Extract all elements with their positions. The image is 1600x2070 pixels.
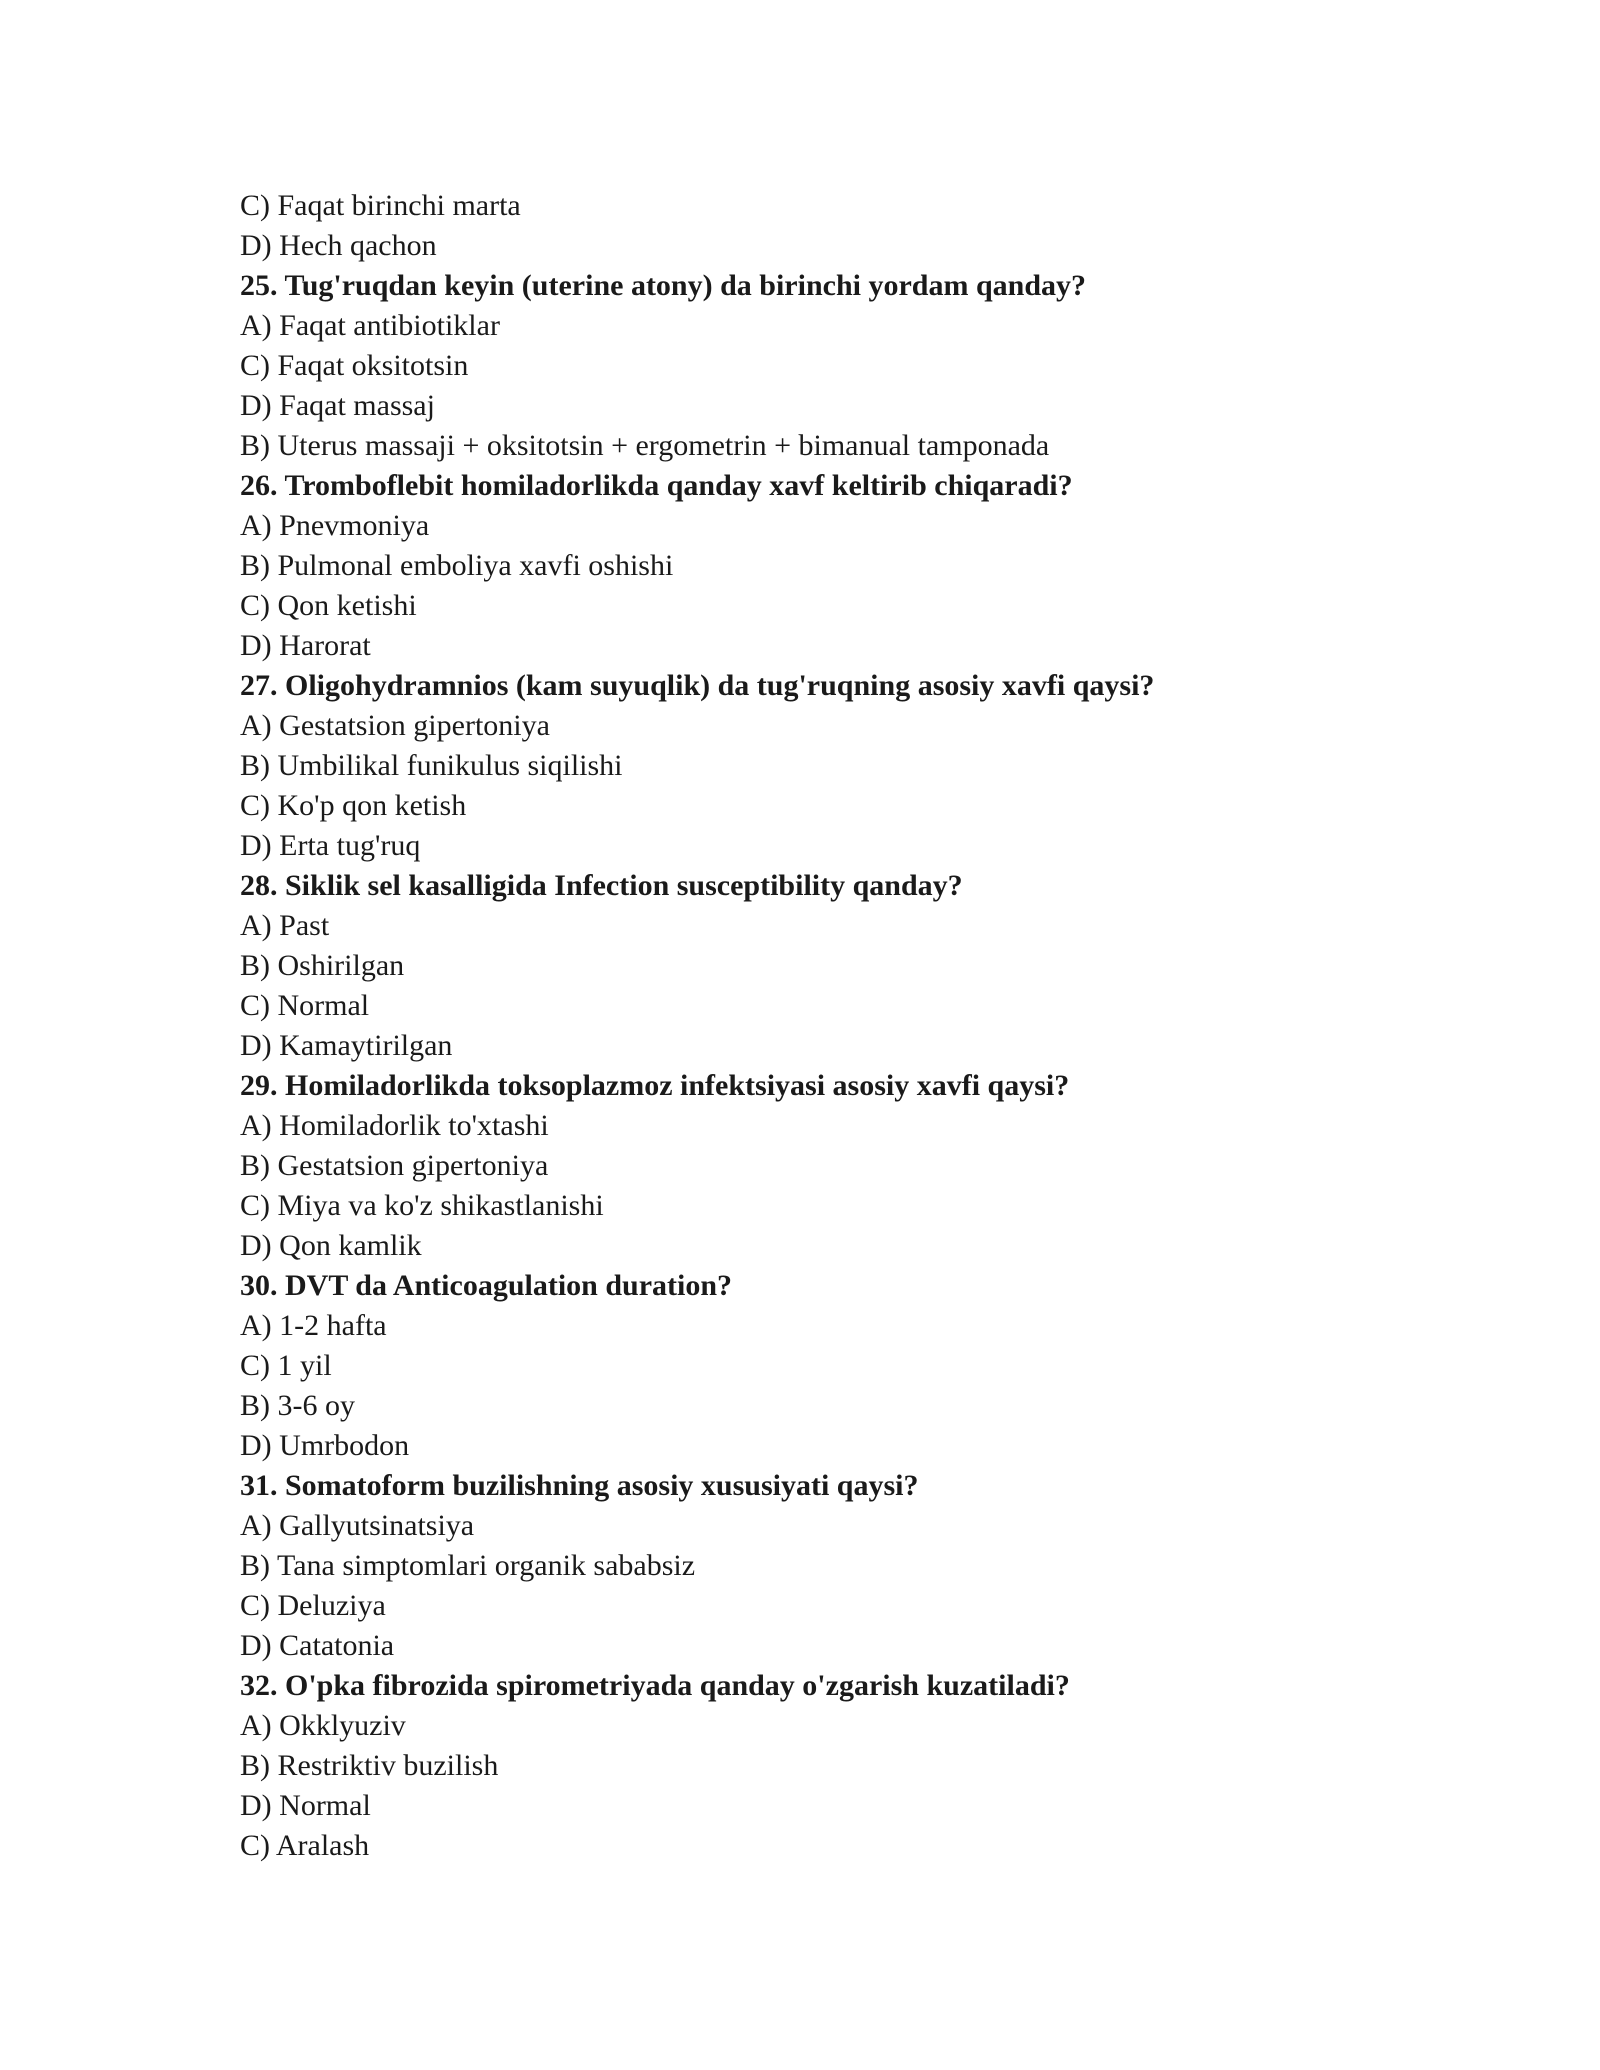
option-line: C) Deluziya: [240, 1589, 386, 1622]
question-31-text: 31. Somatoform buzilishning asosiy xususiyati qaysi?: [240, 1469, 919, 1502]
option-line: D) Umrbodon: [240, 1429, 410, 1462]
option-line: B) Umbilikal funikulus siqilishi: [240, 749, 623, 782]
option-line: D) Faqat massaj: [240, 389, 435, 422]
option-line: A) Gestatsion gipertoniya: [240, 709, 550, 742]
option-line: A) Pnevmoniya: [240, 509, 430, 542]
option-line: D) Qon kamlik: [240, 1229, 422, 1262]
question-25-text: 25. Tug'ruqdan keyin (uterine atony) da birinchi yordam qanday?: [240, 269, 1087, 302]
option-line: D) Erta tug'ruq: [240, 829, 421, 862]
option-line: B) 3-6 oy: [240, 1389, 355, 1422]
page-content: [240, 186, 1440, 1866]
question-26-text: 26. Tromboflebit homiladorlikda qanday xavf keltirib chiqaradi?: [240, 469, 1073, 502]
option-line: C) Faqat birinchi marta: [240, 189, 521, 222]
option-line: D) Kamaytirilgan: [240, 1029, 453, 1062]
option-line: A) Homiladorlik to'xtashi: [240, 1109, 549, 1142]
option-line: C) Ko'p qon ketish: [240, 789, 467, 822]
option-line: D) Catatonia: [240, 1629, 395, 1662]
option-line: B) Gestatsion gipertoniya: [240, 1149, 549, 1182]
question-32-text: 32. O'pka fibrozida spirometriyada qanday o'zgarish kuzatiladi?: [240, 1669, 1070, 1702]
option-line: A) 1-2 hafta: [240, 1309, 387, 1342]
option-line: D) Normal: [240, 1789, 371, 1822]
option-line: B) Pulmonal emboliya xavfi oshishi: [240, 549, 674, 582]
option-line: C) Aralash: [240, 1829, 370, 1862]
option-line: C) 1 yil: [240, 1349, 332, 1382]
option-line: A) Faqat antibiotiklar: [240, 309, 500, 342]
option-line: B) Oshirilgan: [240, 949, 405, 982]
question-28-text: 28. Siklik sel kasalligida Infection susceptibility qanday?: [240, 869, 963, 902]
question-30-text: 30. DVT da Anticoagulation duration?: [240, 1269, 733, 1302]
option-line: A) Past: [240, 909, 330, 942]
option-line: B) Uterus massaji + oksitotsin + ergometrin + bimanual tamponada: [240, 429, 1050, 462]
option-line: C) Faqat oksitotsin: [240, 349, 469, 382]
option-line: B) Tana simptomlari organik sababsiz: [240, 1549, 696, 1582]
option-line: A) Gallyutsinatsiya: [240, 1509, 475, 1542]
option-line: D) Harorat: [240, 629, 371, 662]
option-line: C) Qon ketishi: [240, 589, 417, 622]
option-line: C) Miya va ko'z shikastlanishi: [240, 1189, 604, 1222]
option-line: D) Hech qachon: [240, 229, 437, 262]
question-27-text: 27. Oligohydramnios (kam suyuqlik) da tug'ruqning asosiy xavfi qaysi?: [240, 669, 1155, 702]
option-line: C) Normal: [240, 989, 370, 1022]
option-line: A) Okklyuziv: [240, 1709, 406, 1742]
question-29-text: 29. Homiladorlikda toksoplazmoz infektsiyasi asosiy xavfi qaysi?: [240, 1069, 1070, 1102]
option-line: B) Restriktiv buzilish: [240, 1749, 499, 1782]
